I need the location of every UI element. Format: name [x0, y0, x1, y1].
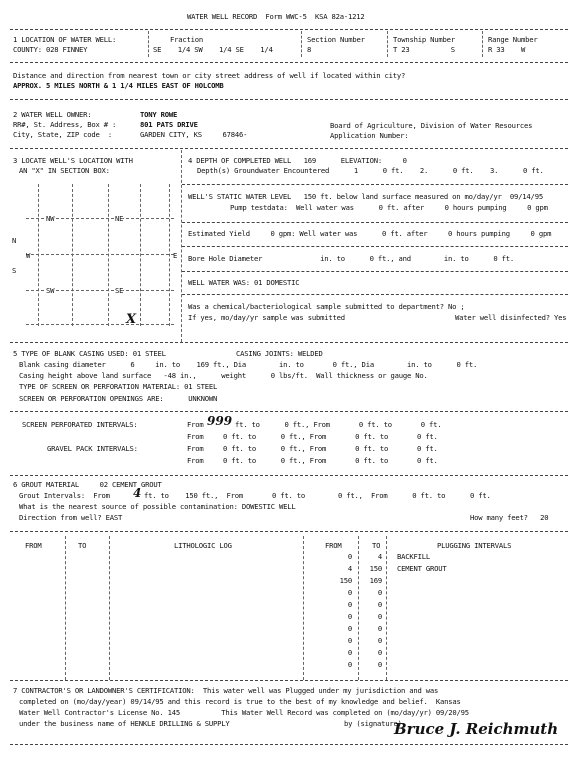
locate-label-line2: AN "X" IN SECTION BOX:	[19, 166, 110, 175]
contamination-line: What is the nearest source of possible contamination: DOWESTIC WELL	[19, 502, 296, 511]
distance-label: Distance and direction from nearest town or city street address of well if located within city?	[13, 71, 406, 80]
quadrant-sw: SW	[46, 286, 55, 295]
section-number-value: 8	[307, 45, 312, 54]
casing-height-line: Casing height above land surface -48 in., weight 0 lbs/ft. Wall thickness or gauge No.	[19, 371, 428, 380]
fraction-label: Fraction	[170, 35, 204, 44]
gravel-pack-label: GRAVEL PACK INTERVALS:	[47, 444, 138, 453]
log-to: 0	[377, 600, 382, 609]
quadrant-ne: NE	[115, 214, 124, 223]
divider	[10, 62, 568, 63]
compass-w: W	[26, 251, 31, 260]
log-to: 169	[369, 576, 382, 585]
log-to: 0	[377, 612, 382, 621]
divider	[10, 411, 568, 412]
signature-label: by (signature)	[344, 719, 402, 728]
log-from: 0	[347, 552, 352, 561]
divider	[10, 744, 568, 745]
sample-submitted-line: If yes, mo/day/yr sample was submitted	[188, 313, 345, 322]
signature: Bruce J. Reichmuth	[394, 720, 559, 738]
locate-label: 3 LOCATE WELL'S LOCATION WITH	[13, 156, 133, 165]
divider	[301, 31, 302, 57]
pump-test-line: Pump testdata: Well water was 0 ft. after 0 hours pumping 0 gpm	[230, 203, 548, 212]
divider	[387, 31, 388, 57]
certification-line-2: completed on (mo/day/year) 09/14/95 and this record is true to the best of my knowledge and belief. Kansas	[19, 697, 461, 706]
grid-line	[26, 324, 174, 325]
disinfected-line: Water well disinfected? Yes	[455, 313, 567, 322]
log-from: 4	[347, 564, 352, 573]
interval-from: From	[187, 432, 204, 441]
how-many-feet-line: How many feet? 20	[470, 513, 549, 522]
column-divider	[303, 536, 304, 680]
city-value: GARDEN CITY, KS 67846-	[140, 130, 248, 139]
interval-from: From	[187, 456, 204, 465]
divider	[148, 31, 149, 57]
log-plug: BACKFILL	[397, 552, 431, 561]
divider	[482, 31, 483, 57]
screen-material-line: TYPE OF SCREEN OR PERFORATION MATERIAL: 01 STEEL	[19, 382, 218, 391]
compass-s: S	[12, 266, 17, 275]
address-label: RR#, St. Address, Box # :	[13, 120, 117, 129]
col-header-lithologic-log: LITHOLOGIC LOG	[174, 541, 232, 550]
interval-from: From	[187, 444, 204, 453]
col-header-to: TO	[78, 541, 87, 550]
log-from: 0	[347, 612, 352, 621]
township-value: T 23 S	[393, 45, 455, 54]
log-to: 4	[377, 552, 382, 561]
log-from: 150	[339, 576, 352, 585]
screen-openings-line: SCREEN OR PERFORATION OPENINGS ARE: UNKNOWN	[19, 394, 218, 403]
column-divider	[65, 536, 66, 680]
divider	[182, 294, 568, 295]
divider	[182, 271, 568, 272]
chemical-sample-line: Was a chemical/bacteriological sample submitted to department? No ;	[188, 302, 465, 311]
log-to: 0	[377, 636, 382, 645]
col-header-from: FROM	[25, 541, 42, 550]
location-label: 1 LOCATION OF WATER WELL:	[13, 35, 117, 44]
interval-from: From	[187, 420, 204, 429]
fraction-value: SE 1/4 SW 1/4 SE 1/4	[153, 45, 273, 54]
static-level-line: WELL'S STATIC WATER LEVEL 150 ft. below land surface measured on mo/day/yr 09/14/95	[188, 192, 543, 201]
screen-handwritten-value: 999	[207, 414, 233, 428]
screen-intervals-label: SCREEN PERFORATED INTERVALS:	[22, 420, 138, 429]
log-from: 0	[347, 588, 352, 597]
grid-line	[38, 184, 39, 326]
log-from: 0	[347, 624, 352, 633]
col-header-plug-to: TO	[372, 541, 381, 550]
compass-e: E	[173, 251, 178, 260]
log-to: 150	[369, 564, 382, 573]
log-to: 0	[377, 624, 382, 633]
section-box	[12, 184, 178, 330]
city-label: City, State, ZIP code :	[13, 130, 113, 139]
owner-value: TONY ROWE	[140, 110, 178, 119]
address-value: 801 PATS DRIVE	[140, 120, 198, 129]
log-from: 0	[347, 636, 352, 645]
divider	[182, 184, 568, 185]
form-title: WATER WELL RECORD Form WWC-5 KSA 82a-1212	[187, 12, 365, 21]
gravel-interval-row: 0 ft. to 0 ft., From 0 ft. to 0 ft.	[223, 456, 438, 465]
section-number-label: Section Number	[307, 35, 365, 44]
certification-line-4: under the business name of HENKLE DRILLING & SUPPLY	[19, 719, 230, 728]
divider	[10, 475, 568, 476]
grid-line	[72, 184, 73, 326]
divider	[182, 222, 568, 223]
gravel-interval-row: 0 ft. to 0 ft., From 0 ft. to 0 ft.	[223, 444, 438, 453]
divider	[182, 246, 568, 247]
divider	[10, 148, 568, 149]
grout-handwritten-value: 4	[133, 486, 142, 500]
board-text: Board of Agriculture, Division of Water Resources	[330, 121, 533, 130]
log-to: 0	[377, 588, 382, 597]
column-divider	[109, 536, 110, 680]
grid-line	[140, 184, 141, 326]
grid-line	[169, 184, 170, 326]
casing-type-line: 5 TYPE OF BLANK CASING USED: 01 STEEL	[13, 349, 166, 358]
divider	[10, 29, 568, 30]
grid-line	[108, 184, 109, 326]
depth-line: 4 DEPTH OF COMPLETED WELL 169 ELEVATION: 0	[188, 156, 407, 165]
water-use-line: WELL WATER WAS: 01 DOMESTIC	[188, 278, 300, 287]
township-label: Township Number	[393, 35, 455, 44]
divider	[10, 531, 568, 532]
groundwater-line: Depth(s) Groundwater Encountered 1 0 ft. 2. 0 ft. 3. 0 ft.	[197, 166, 544, 175]
certification-line-3: Water Well Contractor's License No. 145 This Water Well Record was completed on (mo/day/yr) 09/20/95	[19, 708, 469, 717]
screen-interval-row: 0 ft. to 0 ft., From 0 ft. to 0 ft.	[223, 432, 438, 441]
compass-n: N	[12, 236, 17, 245]
range-label: Range Number	[488, 35, 538, 44]
location-mark: X	[126, 312, 137, 327]
direction-line: Direction from well? EAST	[19, 513, 123, 522]
log-from: 0	[347, 600, 352, 609]
log-from: 0	[347, 660, 352, 669]
divider	[10, 99, 568, 100]
col-header-plug-from: FROM	[325, 541, 342, 550]
divider	[10, 680, 568, 681]
divider	[10, 342, 568, 343]
column-divider	[386, 536, 387, 680]
grout-intervals-line: ft. to 150 ft., From 0 ft. to 0 ft., From 0 ft. to 0 ft.	[144, 491, 491, 500]
distance-value: APPROX. 5 MILES NORTH & 1 1/4 MILES EAST OF HOLCOMB	[13, 81, 224, 90]
casing-joints-line: CASING JOINTS: WELDED	[236, 349, 323, 358]
log-to: 0	[377, 660, 382, 669]
grout-intervals-label: Grout Intervals: From	[19, 491, 110, 500]
application-number-label: Application Number:	[330, 131, 409, 140]
col-header-plugging-intervals: PLUGGING INTERVALS	[437, 541, 512, 550]
quadrant-nw: NW	[46, 214, 55, 223]
grout-material-line: 6 GROUT MATERIAL 02 CEMENT GROUT	[13, 480, 162, 489]
quadrant-se: SE	[115, 286, 124, 295]
grid-line	[26, 254, 174, 255]
log-plug: CEMENT GROUT	[397, 564, 447, 573]
blank-casing-line: Blank casing diameter 6 in. to 169 ft., Dia in. to 0 ft., Dia in. to 0 ft.	[19, 360, 478, 369]
log-to: 0	[377, 648, 382, 657]
bore-hole-line: Bore Hole Diameter in. to 0 ft., and in. to 0 ft.	[188, 254, 515, 263]
county-value: COUNTY: 028 FINNEY	[13, 45, 88, 54]
owner-label: 2 WATER WELL OWNER:	[13, 110, 92, 119]
screen-interval-row: ft. to 0 ft., From 0 ft. to 0 ft.	[235, 420, 442, 429]
column-divider	[358, 536, 359, 680]
certification-line-1: 7 CONTRACTOR'S OR LANDOWNER'S CERTIFICATION: This water well was Plugged under my jurisdiction and was	[13, 686, 439, 695]
range-value: R 33 W	[488, 45, 526, 54]
log-from: 0	[347, 648, 352, 657]
estimated-yield-line: Estimated Yield 0 gpm: Well water was 0 ft. after 0 hours pumping 0 gpm	[188, 229, 552, 238]
